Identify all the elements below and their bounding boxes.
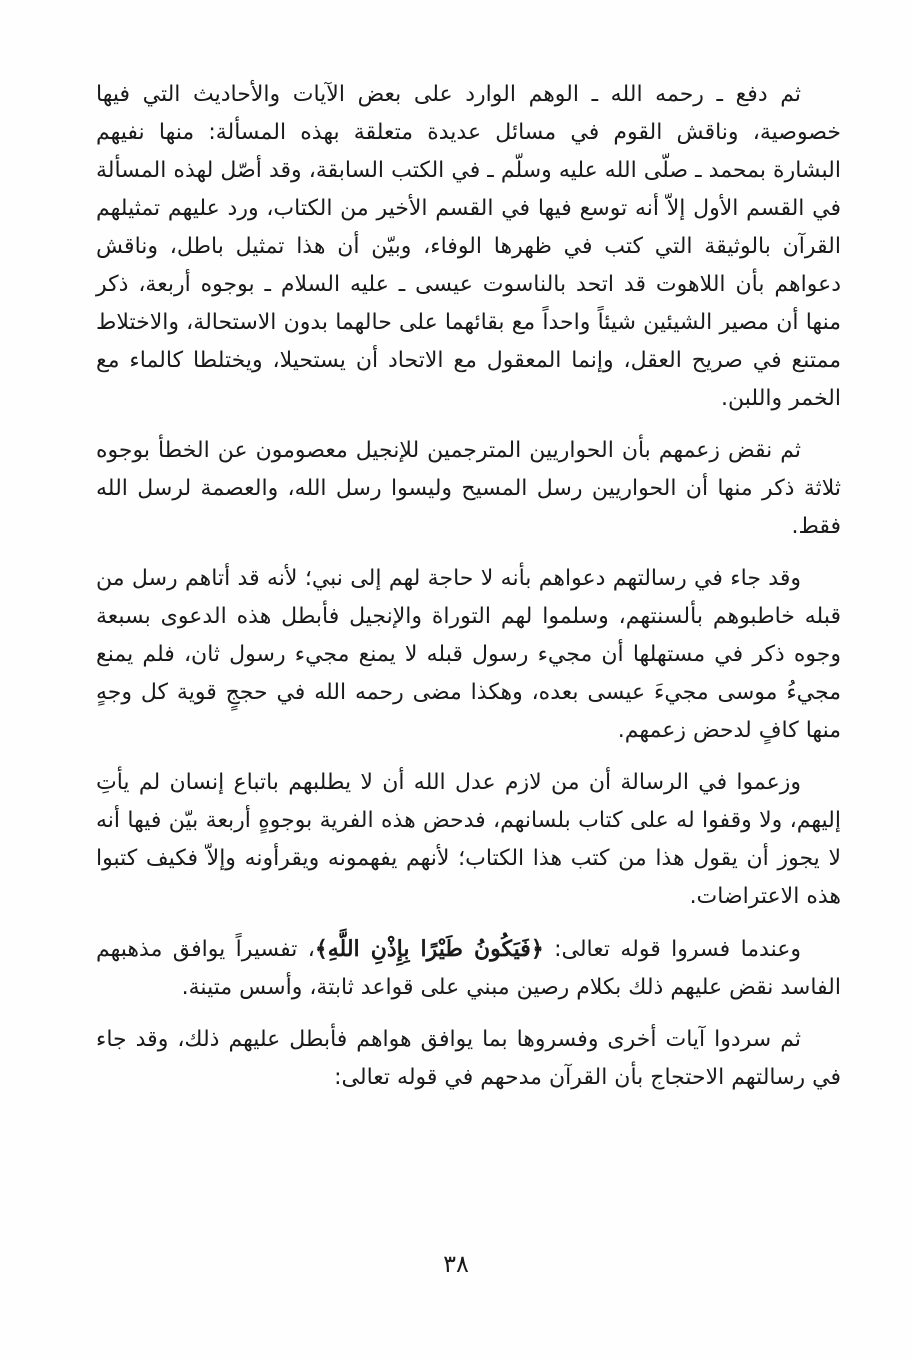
- paragraph-5-after: ، تفسيراً يوافق مذهبهم الفاسد نقض عليهم ذلك بكلام رصين مبني على قواعد ثابتة، وأسس متينة.: [96, 937, 841, 1000]
- paragraph-4: وزعموا في الرسالة أن من لازم عدل الله أن لا يطلبهم باتباع إنسان لم يأتِ إليهم، ولا وقفوا له على كتاب بلسانهم، فدحض هذه الفرية بوجوهٍ أربعة بيّن فيها أنه لا يجوز أن يقول هذا من كتب هذا الكتاب؛ لأنهم يفهمونه ويقرأونه وإلاّ فكيف كتبوا هذه الاعتراضات.: [96, 770, 841, 909]
- page-number: ٣٨: [443, 1250, 469, 1278]
- paragraph-3: وقد جاء في رسالتهم دعواهم بأنه لا حاجة لهم إلى نبي؛ لأنه قد أتاهم رسل من قبله خاطبوهم بألسنتهم، وسلموا لهم التوراة والإنجيل فأبطل هذه الدعوى بسبعة وجوه ذكر في مستهلها أن مجيء رسول قبله لا يمنع مجيء رسول ثان، فلم يمنع مجيءُ موسى مجيءَ عيسى بعده، وهكذا مضى رحمه الله في حججٍ قوية كل وجهٍ منها كافٍ لدحض زعمهم.: [96, 566, 841, 743]
- paragraph-6: ثم سردوا آيات أخرى وفسروها بما يوافق هواهم فأبطل عليهم ذلك، وقد جاء في رسالتهم الاحتجاج بأن القرآن مدحهم في قوله تعالى:: [96, 1027, 841, 1090]
- paragraph-5-before: وعندما فسروا قوله تعالى:: [543, 937, 801, 962]
- paragraph-2: ثم نقض زعمهم بأن الحواريين المترجمين للإنجيل معصومون عن الخطأ بوجوه ثلاثة ذكر منها أن الحواريين رسل المسيح وليسوا رسل الله، والعصمة لرسل الله فقط.: [96, 438, 841, 539]
- body-text: [96, 76, 841, 1111]
- quran-verse: ﴿فَيَكُونُ طَيْرًا بِإِذْنِ اللَّهِ﴾: [314, 936, 544, 962]
- paragraph-5: [96, 930, 841, 1007]
- paragraph-1: ثم دفع ـ رحمه الله ـ الوهم الوارد على بعض الآيات والأحاديث التي فيها خصوصية، وناقش القوم في مسائل عديدة متعلقة بهذه المسألة: منها نفيهم البشارة بمحمد ـ صلّى الله عليه وسلّم ـ في الكتب السابقة، وقد أصّل لهذه المسألة في القسم الأول إلاّ أنه توسع فيها في القسم الأخير من الكتاب، ورد عليهم تمثيلهم القرآن بالوثيقة التي كتب في ظهرها الوفاء، وبيّن أن هذا تمثيل باطل، وناقش دعواهم بأن اللاهوت قد اتحد بالناسوت عيسى ـ عليه السلام ـ بوجوه أربعة، ذكر منها أن مصير الشيئين شيئاً واحداً مع بقائهما على حالهما بدون الاستحالة، والاختلاط ممتنع في صريح العقل، وإنما المعقول مع الاتحاد أن يستحيلا، ويختلطا كالماء مع الخمر واللبن.: [96, 82, 841, 411]
